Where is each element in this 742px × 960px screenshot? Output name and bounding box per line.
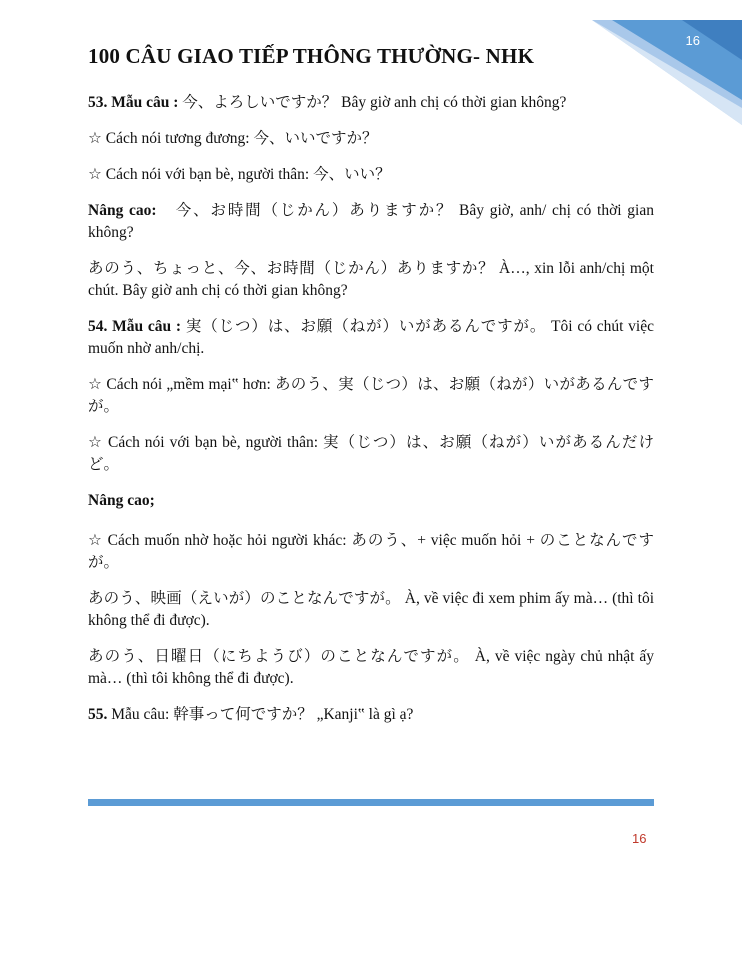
paragraph-label: Nâng cao;: [88, 492, 155, 509]
paragraph: [88, 432, 654, 476]
paragraph-label: 54. Mẫu câu :: [88, 318, 182, 335]
paragraph-text: あのう、日曜日（にちようび）のことなんですが。 À, về việc ngày chủ nhật ấy mà… (thì tôi không thể đi được).: [88, 648, 654, 687]
paragraph-label: 53. Mẫu câu :: [88, 94, 179, 111]
paragraph: [88, 128, 654, 150]
paragraph-text: 今、お時間（じかん）ありますか？ Bây giờ, anh/ chị có thời gian không?: [88, 202, 654, 241]
page-title: 100 CÂU GIAO TIẾP THÔNG THƯỜNG- NHK: [88, 44, 535, 68]
paragraph-text: ☆ Cách nói với bạn bè, người thân: 実（じつ）は、お願（ねが）いがあるんだけど。: [88, 434, 654, 473]
paragraph-text: ☆ Cách nói với bạn bè, người thân: 今、いい？: [88, 166, 391, 183]
paragraph: [88, 258, 654, 302]
paragraph-text: 今、よろしいですか？ Bây giờ anh chị có thời gian không?: [178, 94, 567, 111]
paragraph-text: 実（じつ）は、お願（ねが）いがあるんですが。 Tôi có chút việc muốn nhờ anh/chị.: [88, 318, 654, 357]
paragraph: [88, 646, 654, 690]
paragraph-text: Mẫu câu: 幹事って何ですか？ „Kanji‟ là gì ạ?: [107, 706, 414, 723]
paragraph-text: ☆ Cách nói „mềm mại‟ hơn: あのう、実（じつ）は、お願（ねが）いがあるんですが。: [88, 376, 654, 415]
paragraph-text: あのう、ちょっと、今、お時間（じかん）ありますか？ À…, xin lỗi anh/chị một chút. Bây giờ anh chị có thời gian không?: [88, 260, 654, 299]
paragraph: [88, 92, 654, 114]
paragraph-text: ☆ Cách nói tương đương: 今、いいですか？: [88, 130, 378, 147]
footer-divider: [88, 799, 654, 806]
paragraph: [88, 530, 654, 574]
corner-page-number: 16: [685, 33, 700, 48]
paragraph: [88, 316, 654, 360]
paragraph-text: あのう、映画（えいが）のことなんですが。 À, về việc đi xem phim ấy mà… (thì tôi không thể đi được).: [88, 590, 654, 629]
paragraph: [88, 374, 654, 418]
paragraph-text: ☆ Cách muốn nhờ hoặc hỏi người khác: あのう、+ việc muốn hỏi + のことなんですが。: [88, 532, 654, 571]
document-body: [88, 92, 654, 740]
paragraph: [88, 164, 654, 186]
paragraph-label: 55.: [88, 706, 108, 723]
paragraph: [88, 588, 654, 632]
paragraph: [88, 200, 654, 244]
paragraph: [88, 490, 654, 512]
page-number: 16: [632, 831, 647, 846]
paragraph: [88, 704, 654, 726]
paragraph-label: Nâng cao:: [88, 202, 157, 219]
